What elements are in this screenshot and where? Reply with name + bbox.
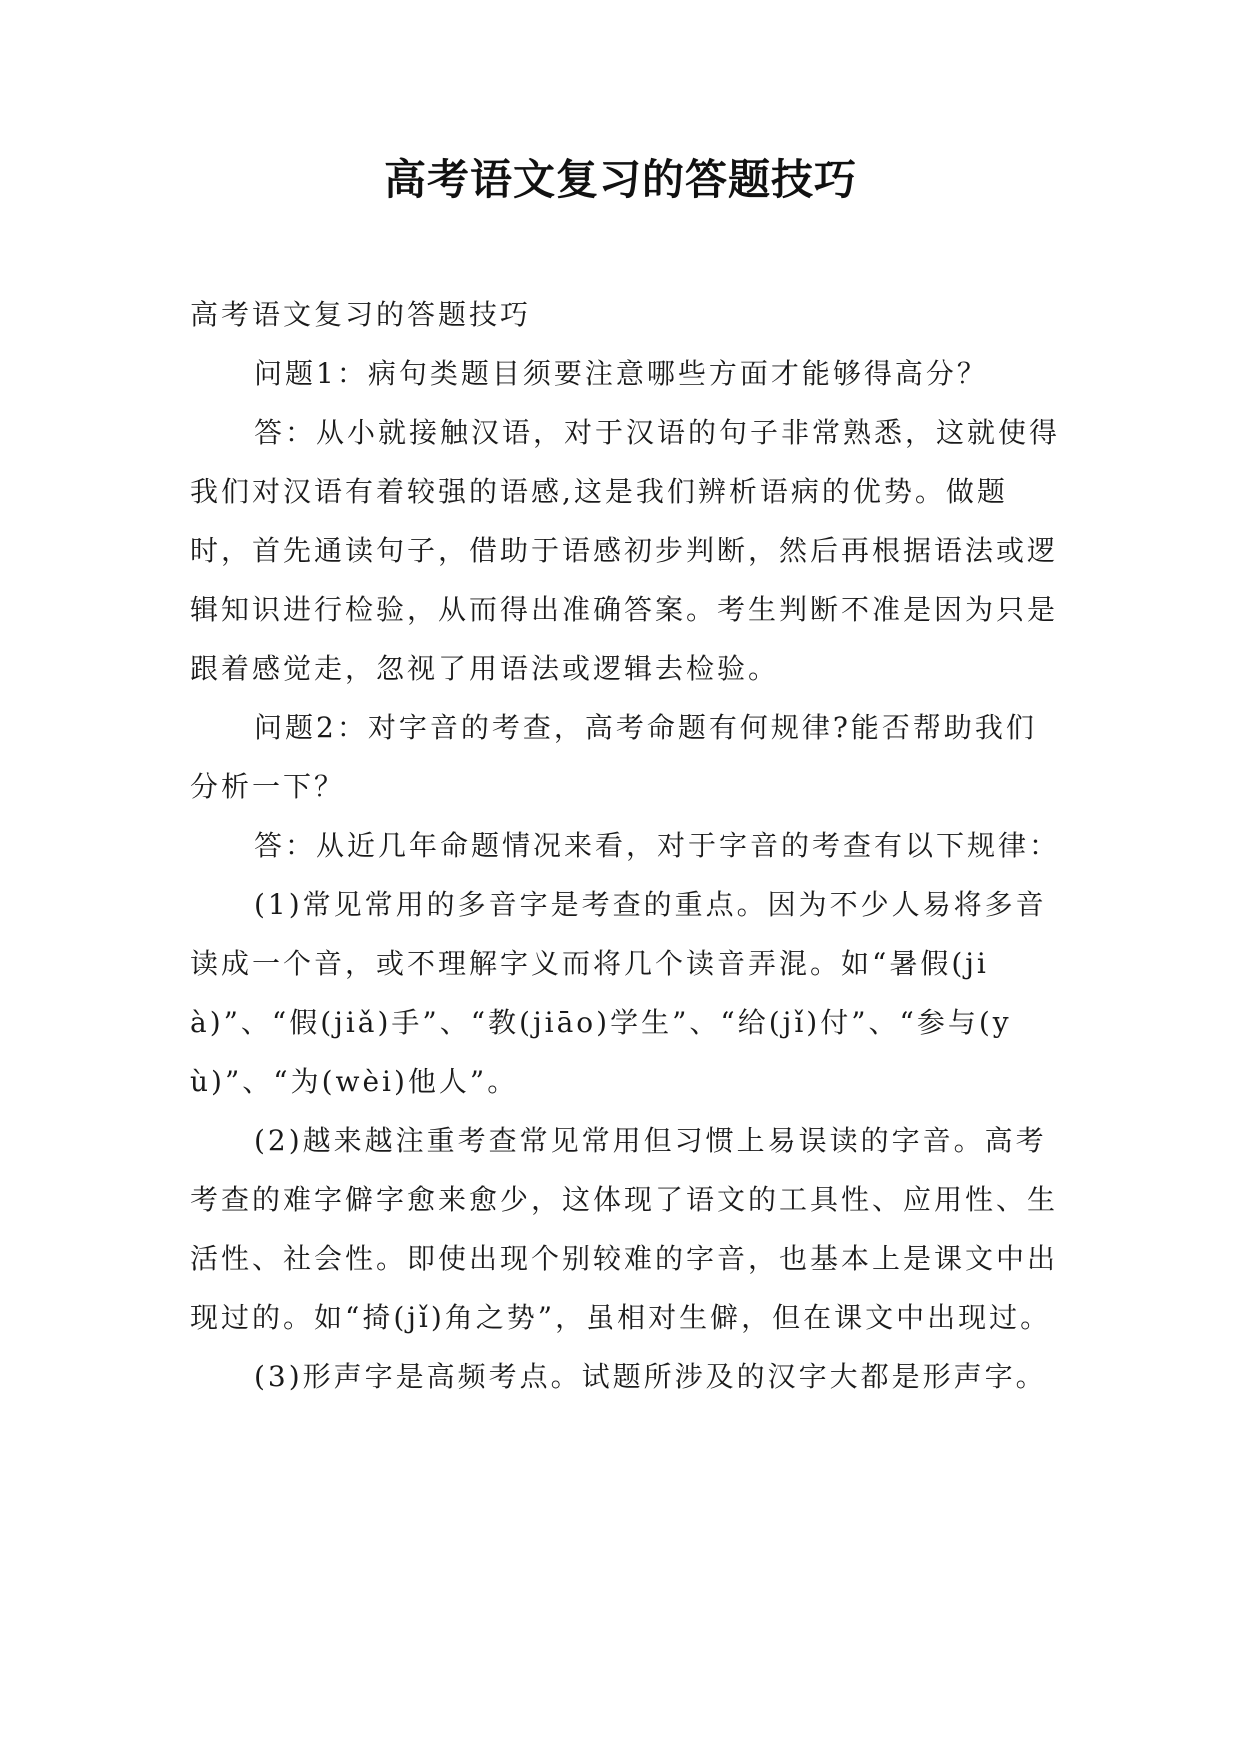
paragraph-question-1: 问题1：病句类题目须要注意哪些方面才能够得高分？ xyxy=(254,357,988,390)
paragraph-point-2: (2)越来越注重考查常见常用但习惯上易误读的字音。高考考查的难字僻字愈来愈少，这体现了语文的工具性、应用性、生活性、社会性。即使出现个别较难的字音，也基本上是课文中出现过的。如“掎(jǐ)角之势”，虽相对生僻，但在课文中出现过。 xyxy=(190,1124,1059,1334)
paragraph-question-2: 问题2：对字音的考查，高考命题有何规律?能否帮助我们分析一下？ xyxy=(190,711,1037,803)
paragraph-point-3: (3)形声字是高频考点。试题所涉及的汉字大都是形声字。 xyxy=(254,1360,1047,1393)
document-title: 高考语文复习的答题技巧 xyxy=(383,155,857,204)
document-subtitle: 高考语文复习的答题技巧 xyxy=(190,298,532,331)
paragraph-point-1: (1)常见常用的多音字是考查的重点。因为不少人易将多音读成一个音，或不理解字义而将几个读音弄混。如“暑假(jià)”、“假(jiǎ)手”、“教(jiāo)学生”、“给(jǐ)付”、“参与(yù)”、“为(wèi)他人”。 xyxy=(190,888,1047,1098)
paragraph-answer-2: 答：从近几年命题情况来看，对于字音的考查有以下规律： xyxy=(254,829,1061,862)
document-body xyxy=(190,285,1060,1406)
paragraph-answer-1: 答：从小就接触汉语，对于汉语的句子非常熟悉，这就使得我们对汉语有着较强的语感,这是我们辨析语病的优势。做题时，首先通读句子，借助于语感初步判断，然后再根据语法或逻辑知识进行检验，从而得出准确答案。考生判断不准是因为只是跟着感觉走，忽视了用语法或逻辑去检验。 xyxy=(190,416,1061,685)
